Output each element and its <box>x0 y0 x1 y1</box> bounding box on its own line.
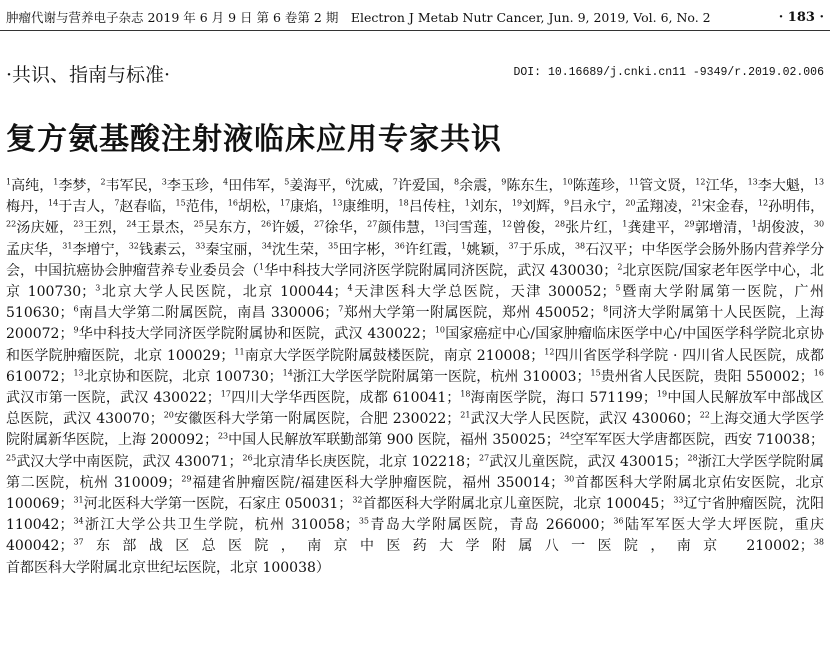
affiliation-number: 34 <box>73 516 84 526</box>
author-text: 田字彬， <box>338 241 395 258</box>
author <box>454 178 501 194</box>
affiliation-number: 17 <box>220 389 231 399</box>
article-title: 复方氨基酸注射液临床应用专家共识 <box>6 122 502 157</box>
author <box>502 220 555 236</box>
author <box>501 178 562 194</box>
affiliation-number: 25 <box>6 452 17 462</box>
affiliation-number: 30 <box>564 474 575 484</box>
author-text: 管文贤， <box>639 178 696 194</box>
affiliation-number: 26 <box>242 452 253 462</box>
affiliation-number: 15 <box>590 368 601 378</box>
author-text: 余震， <box>459 178 502 194</box>
affiliation-number: 2 <box>617 262 623 272</box>
affiliation-text: 青岛大学附属医院，青岛 266000； <box>369 517 614 534</box>
author-text: 赵春临， <box>119 199 176 216</box>
author-text: 郭增清， <box>694 220 752 237</box>
author <box>194 220 261 236</box>
author <box>684 220 751 236</box>
author-number: 29 <box>684 219 695 229</box>
author-text: 钱素云， <box>138 241 196 258</box>
author-text: 陈莲珍， <box>572 178 629 194</box>
author <box>332 199 398 215</box>
affiliation <box>560 432 824 448</box>
affiliation-text: 陆军军医大学大坪医院，重庆 400042； <box>6 517 824 555</box>
author-number: 1 <box>622 219 628 229</box>
author <box>563 178 629 194</box>
author-text: 孟翔凌， <box>635 199 692 216</box>
author <box>625 199 691 215</box>
affiliation <box>6 454 243 470</box>
author-number: 32 <box>128 240 139 250</box>
author-text: 于吉人， <box>58 199 115 216</box>
affiliation-number: 5 <box>615 283 621 293</box>
author-number: 34 <box>261 240 272 250</box>
author-number: 11 <box>628 177 640 187</box>
author-text: 康焰， <box>290 199 333 216</box>
affiliation-text: 华中科技大学同济医学院附属协和医院，武汉 430022； <box>78 326 435 343</box>
author-text: 宋金春， <box>701 199 758 216</box>
author-number: 18 <box>398 198 409 208</box>
author <box>328 242 394 258</box>
author-number: 22 <box>6 219 17 229</box>
affiliation-number: 29 <box>181 474 192 484</box>
author-text: 徐华， <box>324 220 368 237</box>
affiliation <box>221 390 460 406</box>
organization-line: 中华医学会肠外肠内营养学分会，中国抗癌协会肿瘤营养专业委员会（ <box>6 241 825 279</box>
author-number: 20 <box>625 198 636 208</box>
author <box>393 178 454 194</box>
author <box>461 242 508 258</box>
affiliation-text: 同济大学附属第十人民医院，上海 200072； <box>6 305 824 343</box>
affiliation <box>243 454 480 470</box>
affiliation-number: 16 <box>813 368 824 378</box>
affiliation <box>283 369 591 385</box>
author-number: 24 <box>126 219 137 229</box>
author <box>48 199 114 215</box>
author-text: 沈威， <box>350 178 393 194</box>
affiliation-text: 郑州大学第一附属医院，郑州 450052； <box>343 305 604 322</box>
affiliation <box>73 305 338 321</box>
author-number: 23 <box>73 219 84 229</box>
affiliation <box>591 369 814 385</box>
author-number: 17 <box>279 198 291 208</box>
author <box>575 242 641 258</box>
author <box>114 199 175 215</box>
author-number: 12 <box>501 219 512 229</box>
affiliation-text: 河北医科大学第一医院，石家庄 050031； <box>83 496 353 513</box>
affiliation-text: 南京大学医学院附属鼓楼医院，南京 210008； <box>244 347 545 364</box>
author-text: 汤庆娅， <box>16 220 74 237</box>
author <box>629 178 695 194</box>
author <box>434 220 501 236</box>
author-text: 于乐成， <box>518 241 575 258</box>
affiliation-text: 北京医院/国家老年医学中心，北京 100730； <box>6 262 824 301</box>
affiliation-number: 9 <box>73 325 79 335</box>
author <box>175 199 227 215</box>
author-text: 江华， <box>705 178 748 194</box>
author-number: 1 <box>53 177 59 187</box>
affiliation-number: 33 <box>673 495 684 505</box>
author <box>73 220 126 236</box>
author <box>465 199 512 215</box>
author-text: 范伟， <box>185 199 228 216</box>
author-text: 胡松， <box>237 199 280 216</box>
author-number: 30 <box>813 219 825 229</box>
affiliation-number: 13 <box>73 368 84 378</box>
author-text: 许媛， <box>271 220 315 237</box>
author-number: 3 <box>161 177 167 187</box>
affiliation-text: 浙江大学公共卫生学院，杭州 310058； <box>83 517 359 534</box>
affiliation-number: 37 <box>73 537 84 547</box>
affiliation-text: 浙江大学医学院附属第一医院，杭州 310003； <box>292 368 591 385</box>
affiliation-text: 北京协和医院，北京 100730； <box>83 368 283 385</box>
affiliation-text: 上海交通大学医学院附属新华医院，上海 200092； <box>6 411 824 449</box>
author-text: 韦军民， <box>105 178 162 194</box>
author <box>6 220 73 236</box>
author-number: 5 <box>284 177 290 187</box>
affiliation <box>73 517 358 533</box>
affiliation-number: 12 <box>544 346 555 356</box>
author <box>748 178 814 194</box>
affiliation-number: 4 <box>347 283 353 293</box>
author <box>555 220 622 236</box>
affiliation-text: 北京清华长庚医院，北京 102218； <box>252 453 480 470</box>
affiliation-number: 38 <box>813 537 824 547</box>
author <box>262 242 328 258</box>
affiliation-text: 四川大学华西医院，成都 610041； <box>230 390 461 407</box>
author-text: 孟庆华， <box>6 241 63 258</box>
author-number: 13 <box>813 177 825 187</box>
author-text: 姚颖， <box>466 241 509 258</box>
author-text: 刘东， <box>469 199 512 216</box>
author-number: 14 <box>48 198 59 208</box>
author-text: 孙明伟， <box>768 199 825 216</box>
affiliation-number: 1 <box>259 262 265 272</box>
author-text: 梅丹， <box>6 199 49 216</box>
author <box>62 242 128 258</box>
affiliation-number: 21 <box>460 410 471 420</box>
author-number: 38 <box>574 240 586 250</box>
author-number: 21 <box>691 198 702 208</box>
affiliation-text: 福建省肿瘤医院/福建医科大学肿瘤医院，福州 350014； <box>191 474 565 491</box>
author <box>314 220 367 236</box>
affiliation-number: 28 <box>687 452 698 462</box>
affiliation-text: 暨南大学附属第一医院，广州 510630； <box>6 284 824 322</box>
affiliation-number: 10 <box>434 325 445 335</box>
affiliation <box>348 284 616 300</box>
affiliation <box>338 305 603 321</box>
author-number: 12 <box>695 177 706 187</box>
affiliation-number: 24 <box>559 431 570 441</box>
affiliation-number: 22 <box>699 410 710 420</box>
affiliation-number: 7 <box>338 304 344 314</box>
affiliation <box>73 496 352 512</box>
affiliation-text: 中国人民解放军联勤部第 900 医院，福州 350025； <box>228 432 560 449</box>
author-text: 吕传柱， <box>408 199 465 216</box>
author-text: 许红霞， <box>404 241 462 258</box>
author-number: 9 <box>564 198 570 208</box>
page-number: · 183 · <box>778 9 824 25</box>
author <box>6 178 53 194</box>
author-text: 高纯， <box>11 178 54 194</box>
author-text: 刘辉， <box>522 199 565 216</box>
affiliation-text: 中国人民解放军中部战区总医院，武汉 430070； <box>6 390 824 428</box>
author-text: 石汉平； <box>585 241 642 258</box>
running-header <box>6 6 824 28</box>
affiliation-number: 32 <box>352 495 363 505</box>
author-text: 龚建平， <box>627 220 685 237</box>
affiliation <box>352 496 673 512</box>
affiliation-text: 贵州省人民医院，贵阳 550002； <box>600 368 814 385</box>
author <box>195 242 261 258</box>
author-number: 9 <box>501 177 507 187</box>
affiliation <box>73 326 434 342</box>
author <box>129 242 195 258</box>
author <box>512 199 564 215</box>
author-number: 13 <box>434 219 445 229</box>
author-text: 李梦， <box>58 178 101 194</box>
affiliation <box>218 432 560 448</box>
affiliation-text: 武汉大学中南医院，武汉 430071； <box>16 453 243 470</box>
author <box>126 220 193 236</box>
author-number: 33 <box>195 240 206 250</box>
affiliation-number: 14 <box>282 368 293 378</box>
header-rule <box>0 30 830 31</box>
affiliation-text: 东部战区总医院，南京中医药大学附属八一医院，南京 210002； <box>83 538 814 555</box>
affiliation-text: 海南医学院，海口 571199； <box>470 390 657 407</box>
author-text: 许爱国， <box>397 178 455 194</box>
affiliation-text: 武汉大学人民医院，武汉 430060； <box>470 411 700 428</box>
author <box>100 178 161 194</box>
author-number: 1 <box>461 240 467 250</box>
affiliation-text: 武汉市第一医院，武汉 430022； <box>6 390 221 407</box>
affiliation-number: 23 <box>217 431 229 441</box>
affiliation <box>234 348 544 364</box>
affiliation-number: 3 <box>95 283 101 293</box>
affiliation-number: 6 <box>73 304 79 314</box>
affiliation-number: 11 <box>234 346 245 356</box>
author <box>752 220 814 236</box>
affiliation <box>181 475 564 491</box>
affiliation-text: 南昌大学第二附属医院，南昌 330006； <box>78 305 339 322</box>
author-text: 康维明， <box>342 199 399 216</box>
affiliation-number: 36 <box>613 516 624 526</box>
affiliation-text: 首都医科大学附属北京儿童医院，北京 100045； <box>362 496 674 513</box>
author-text: 陈东生， <box>506 178 563 194</box>
affiliation-text: 北京大学人民医院，北京 100044； <box>100 284 348 301</box>
affiliation-number: 27 <box>479 452 490 462</box>
affiliation-number: 19 <box>656 389 668 399</box>
author-number: 1 <box>464 198 470 208</box>
author-text: 王景杰， <box>136 220 194 237</box>
author-number: 8 <box>454 177 460 187</box>
affiliation <box>95 284 347 300</box>
author-text: 吴东方， <box>203 220 262 237</box>
affiliation-text: 空军军医大学唐都医院，西安 710038； <box>570 432 824 449</box>
author <box>695 178 747 194</box>
author <box>228 199 280 215</box>
author <box>622 220 684 236</box>
affiliation <box>460 411 699 427</box>
author <box>564 199 625 215</box>
author <box>367 220 434 236</box>
affiliation-number: 35 <box>358 516 370 526</box>
author-text: 吕永宁， <box>569 199 626 216</box>
author <box>399 199 465 215</box>
author-text: 李增宁， <box>72 241 129 258</box>
author-text: 张片红， <box>565 220 623 237</box>
affiliation <box>359 517 614 533</box>
author-text: 秦宝丽， <box>205 241 262 258</box>
author <box>223 178 284 194</box>
journal-citation: 肿瘤代谢与营养电子杂志 2019 年 6 月 9 日 第 6 卷第 2 期 Electron J Metab Nutr Cancer, Jun. 9, 2019, Vol. 6, No. 2 <box>6 10 711 25</box>
affiliation-text: 四川省医学科学院 · 四川省人民医院，成都 610072； <box>6 347 824 385</box>
author-number: 7 <box>392 177 398 187</box>
author-number: 2 <box>100 177 106 187</box>
affiliation-number: 31 <box>73 495 84 505</box>
author-number: 26 <box>261 219 272 229</box>
affiliation-text: 华中科技大学同济医学院附属同济医院，武汉 430030； <box>264 262 618 279</box>
affiliation-text: 武汉儿童医院，武汉 430015； <box>489 453 688 470</box>
author <box>261 220 314 236</box>
affiliation-text: 浙江大学医学院附属第二医院，杭州 310009； <box>6 453 824 491</box>
affiliation-number: 8 <box>603 304 609 314</box>
author <box>758 199 824 215</box>
author-text: 沈生荣， <box>271 241 329 258</box>
author <box>280 199 332 215</box>
author-number: 31 <box>62 240 73 250</box>
author-number: 4 <box>223 177 229 187</box>
author <box>53 178 100 194</box>
author-text: 闫雪莲， <box>444 220 502 237</box>
doi: DOI: 10.16689/j.cnki.cn11 -9349/r.2019.02.006 <box>513 66 824 79</box>
author-number: 12 <box>757 198 769 208</box>
author-text: 李大魁， <box>757 178 814 194</box>
author-number: 27 <box>367 219 378 229</box>
affiliation-text: 天津医科大学总医院，天津 300052； <box>352 284 616 301</box>
affiliation <box>73 369 282 385</box>
affiliation-text: 辽宁省肿瘤医院，沈阳 110042； <box>6 496 824 534</box>
author-number: 35 <box>328 240 339 250</box>
affiliation-text: 首都医科大学附属北京世纪坛医院，北京 100038） <box>6 559 330 576</box>
affiliation-number: 20 <box>163 410 174 420</box>
author-text: 颜伟慧， <box>377 220 435 237</box>
author-number: 13 <box>747 177 758 187</box>
author-number: 1 <box>751 219 757 229</box>
author-number: 28 <box>554 219 566 229</box>
author-block <box>6 176 824 579</box>
affiliation <box>479 454 687 470</box>
affiliation-list <box>6 263 824 576</box>
author <box>508 242 574 258</box>
author-number: 10 <box>562 177 573 187</box>
affiliation <box>259 263 617 279</box>
author-number: 36 <box>394 240 405 250</box>
section-label: ·共识、指南与标准· <box>6 64 171 86</box>
affiliation <box>460 390 657 406</box>
author-number: 15 <box>175 198 186 208</box>
author-number: 27 <box>314 219 325 229</box>
author <box>395 242 461 258</box>
affiliation-number: 18 <box>460 389 471 399</box>
author-text: 姜海平， <box>289 178 346 194</box>
author-text: 胡俊波， <box>756 220 814 237</box>
author-text: 曾俊， <box>511 220 555 237</box>
author-number: 37 <box>508 240 519 250</box>
author-number: 7 <box>114 198 120 208</box>
author-text: 王烈， <box>83 220 127 237</box>
author-number: 19 <box>511 198 523 208</box>
affiliation <box>73 538 813 554</box>
author <box>162 178 223 194</box>
author-number: 1 <box>6 177 12 187</box>
author <box>284 178 345 194</box>
affiliation-text: 首都医科大学附属北京佑安医院，北京 100069； <box>6 474 825 513</box>
affiliation-text: 国家癌症中心/国家肿瘤临床医学中心/中国医学科学院北京协和医学院肿瘤医院，北京 100029； <box>6 326 824 364</box>
author <box>346 178 393 194</box>
author <box>692 199 758 215</box>
author-number: 16 <box>227 198 238 208</box>
author-number: 13 <box>332 198 343 208</box>
author-number: 6 <box>345 177 351 187</box>
author-text: 田伟军， <box>228 178 285 194</box>
author-text: 李玉珍， <box>166 178 223 194</box>
affiliation-text: 安徽医科大学第一附属医院，合肥 230022； <box>173 411 461 428</box>
author-number: 25 <box>193 219 204 229</box>
affiliation <box>164 411 461 427</box>
